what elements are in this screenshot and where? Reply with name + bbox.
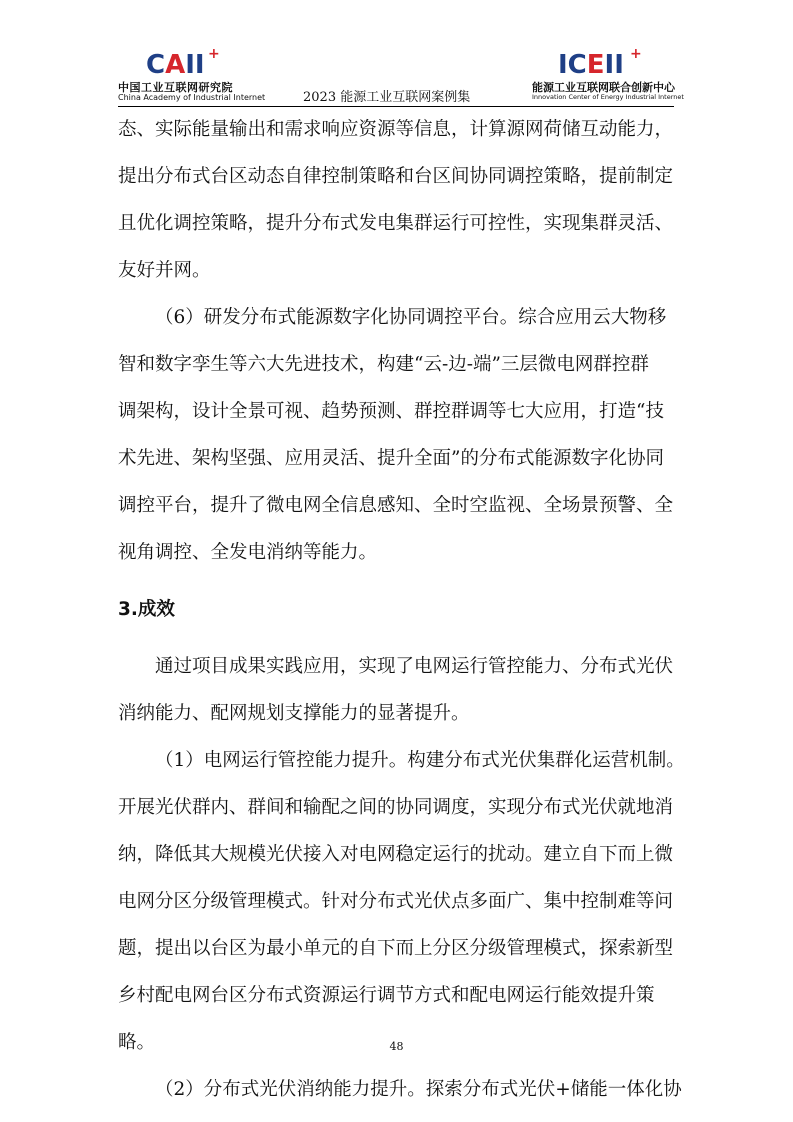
text-line: 题，提出以台区为最小单元的自下而上分区分级管理模式，探索新型 — [118, 938, 674, 959]
text-line: 开展光伏群内、群间和输配之间的协同调度，实现分布式光伏就地消 — [118, 797, 674, 818]
text-line: 友好并网。 — [118, 260, 211, 281]
text-line: 略。 — [118, 1032, 156, 1053]
paragraph-2 — [118, 294, 678, 576]
caii-name-en: China Academy of Industrial Internet — [118, 93, 266, 102]
paragraph-5 — [118, 1066, 682, 1113]
iceii-name-cn: 能源工业互联网联合创新中心 — [532, 81, 675, 94]
text-line: 视角调控、全发电消纳等能力。 — [118, 542, 378, 563]
text-line: 乡村配电网台区分布式资源运行调节方式和配电网运行能效提升策 — [118, 985, 655, 1006]
paragraph-3 — [118, 643, 678, 737]
text-line: （6）研发分布式能源数字化协同调控平台。综合应用云大物移 — [155, 307, 667, 328]
caii-logo-mark: CAII — [146, 50, 205, 80]
text-line: 术先进、架构坚强、应用灵活、提升全面”的分布式能源数字化协同 — [118, 448, 664, 469]
text-line: 纳，降低其大规模光伏接入对电网稳定运行的扰动。建立自下而上微 — [118, 844, 674, 865]
page-header — [118, 46, 684, 108]
iceii-logo-mark: ICEII — [558, 50, 624, 80]
header-title: 2023 能源工业互联网案例集 — [303, 90, 471, 105]
page-content — [118, 106, 685, 1113]
text-line: 消纳能力、配网规划支撑能力的显著提升。 — [118, 703, 470, 724]
iceii-name-en: Innovation Center of Energy Industrial Internet — [532, 93, 684, 101]
text-line: （1）电网运行管控能力提升。构建分布式光伏集群化运营机制。 — [155, 750, 685, 771]
text-line: 且优化调控策略，提升分布式发电集群运行可控性，实现集群灵活、 — [118, 213, 674, 234]
text-line: 调控平台，提升了微电网全信息感知、全时空监视、全场景预警、全 — [118, 495, 674, 516]
caii-name-cn: 中国工业互联网研究院 — [118, 81, 233, 94]
text-line: 提出分布式台区动态自律控制策略和台区间协同调控策略，提前制定 — [118, 166, 674, 187]
text-line: 态、实际能量输出和需求响应资源等信息，计算源网荷储互动能力， — [118, 119, 674, 140]
paragraph-1 — [118, 106, 678, 294]
section-heading: 3.成效 — [118, 599, 175, 620]
text-line: 智和数字孪生等六大先进技术，构建“云-边-端”三层微电网群控群 — [118, 354, 649, 375]
iceii-logo-plus: + — [630, 46, 642, 62]
text-line: 通过项目成果实践应用，实现了电网运行管控能力、分布式光伏 — [155, 656, 674, 677]
caii-logo-plus: + — [208, 46, 220, 62]
text-line: （2）分布式光伏消纳能力提升。探索分布式光伏+储能一体化协 — [155, 1079, 682, 1100]
text-line: 电网分区分级管理模式。针对分布式光伏点多面广、集中控制难等问 — [118, 891, 674, 912]
text-line: 调架构，设计全景可视、趋势预测、群控群调等七大应用，打造“技 — [118, 401, 664, 422]
page-number: 48 — [389, 1040, 404, 1053]
paragraph-4 — [118, 737, 685, 1066]
